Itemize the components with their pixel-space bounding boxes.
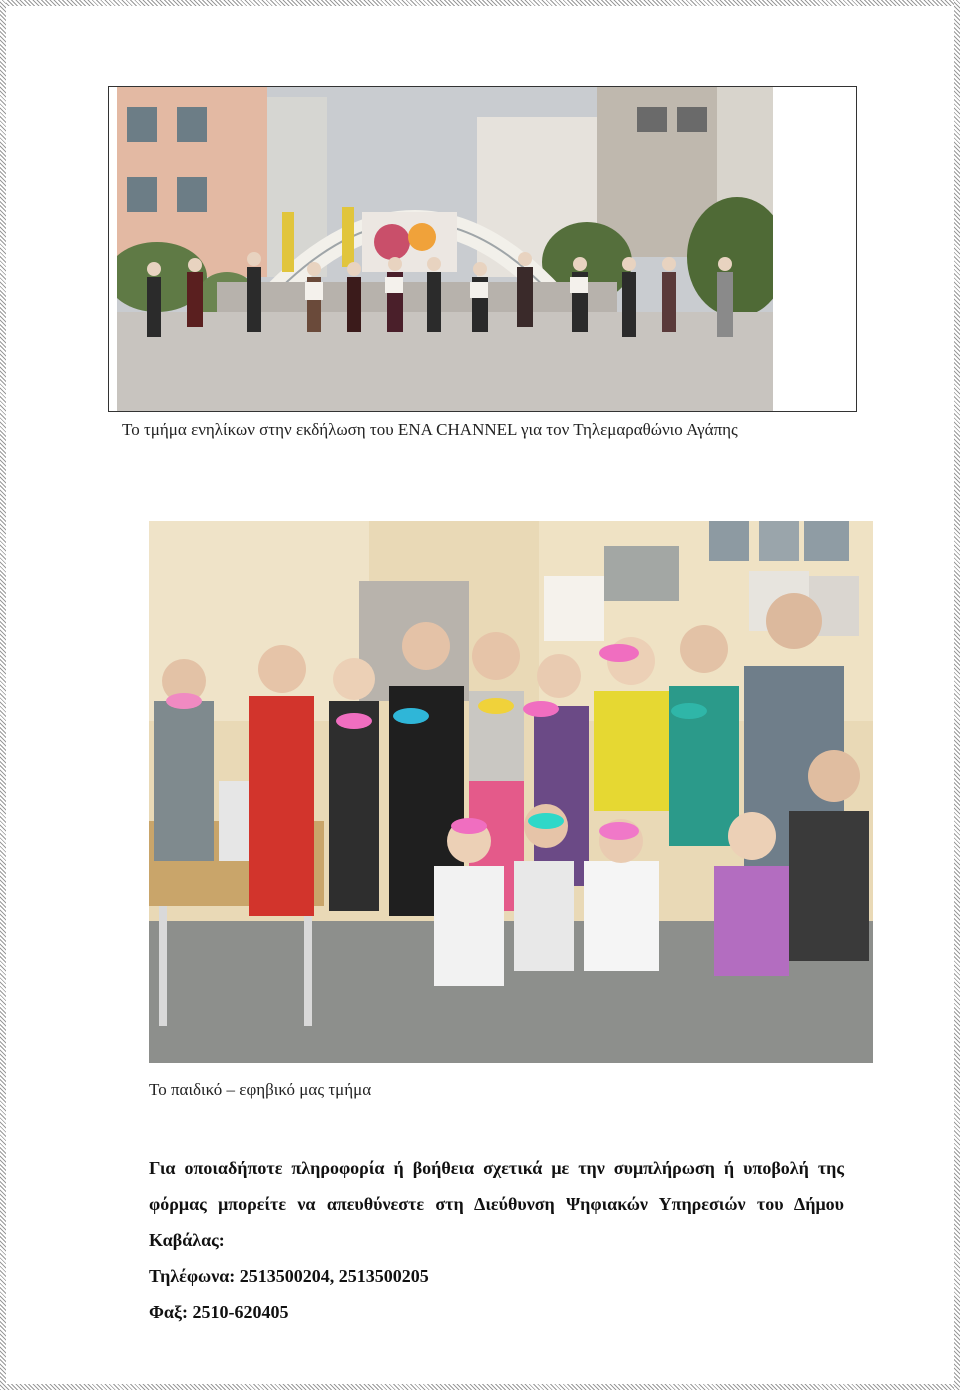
page-border-bottom bbox=[0, 1384, 960, 1390]
photo-adult-dance-group bbox=[117, 87, 773, 411]
contact-info-paragraph: Για οποιαδήποτε πληροφορία ή βοήθεια σχετικά με την συμπλήρωση ή υποβολή της φόρμας μπορείτε να απευθύνεστε στη Διεύθυνση Ψηφιακών Υπηρεσιών του Δήμου Καβάλας: bbox=[149, 1158, 844, 1250]
contact-info-block bbox=[149, 1150, 844, 1330]
page-border-top bbox=[0, 0, 960, 6]
contact-fax: Φαξ: 2510-620405 bbox=[149, 1302, 289, 1322]
page-border-left bbox=[0, 0, 6, 1390]
page-border-right bbox=[954, 0, 960, 1390]
photo2-caption: Το παιδικό – εφηβικό μας τμήμα bbox=[149, 1080, 372, 1099]
photo1-frame bbox=[108, 86, 857, 412]
photo-children-group bbox=[149, 521, 873, 1063]
contact-phones: Τηλέφωνα: 2513500204, 2513500205 bbox=[149, 1266, 429, 1286]
photo1-caption: Το τμήμα ενηλίκων στην εκδήλωση του ΕΝΑ CHANNEL για τον Τηλεμαραθώνιο Αγάπης bbox=[122, 420, 738, 439]
